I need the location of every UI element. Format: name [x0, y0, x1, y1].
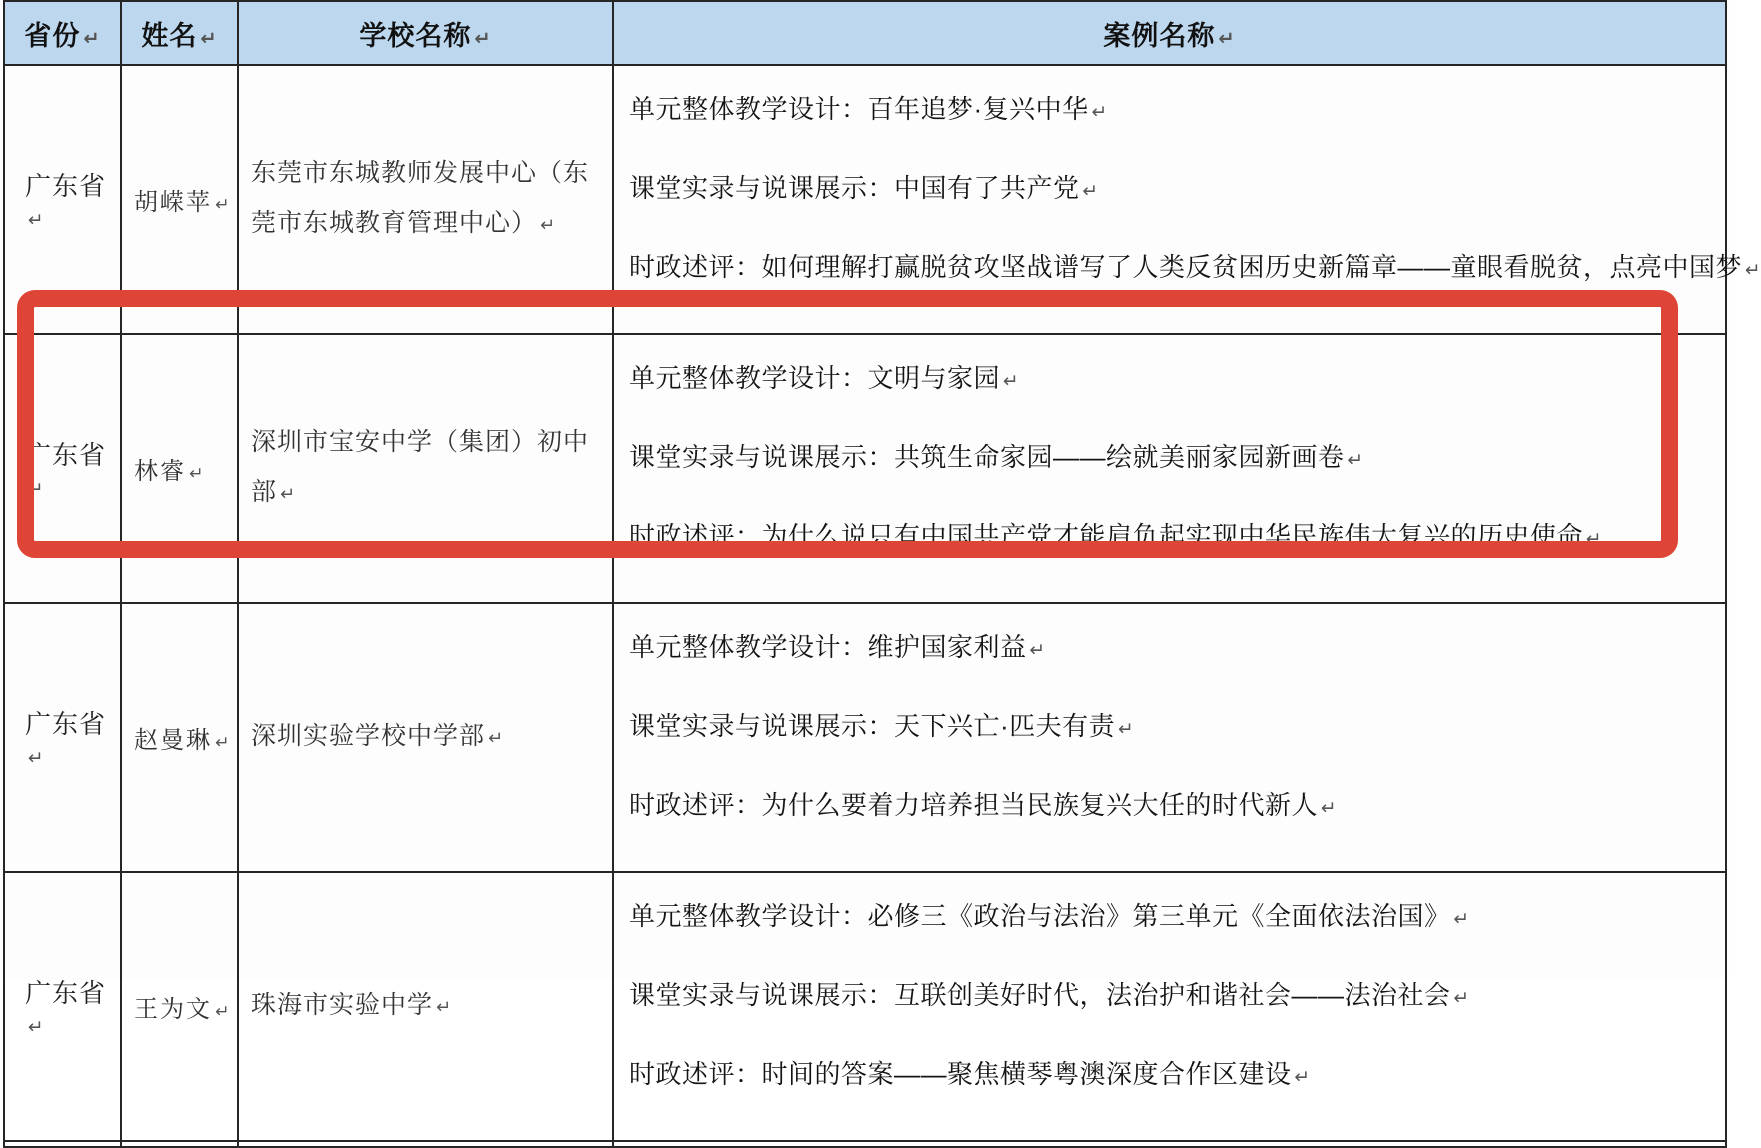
return-mark: ↵ [280, 483, 297, 505]
school-cell [238, 334, 613, 603]
name-cell [121, 603, 238, 872]
school-text: 珠海市实验中学 [251, 991, 434, 1019]
name-text: 林睿 [134, 459, 186, 485]
case-item [629, 903, 1725, 933]
case-text: 时政述评：时间的答案——聚焦横琴粤澳深度合作区建设 [629, 1059, 1292, 1089]
case-item [629, 634, 1725, 664]
case-item [629, 96, 1725, 126]
header-label: 学校名称 [359, 20, 472, 51]
empty-cell [613, 1141, 1726, 1147]
case-item [629, 252, 1761, 284]
case-item [629, 365, 1725, 395]
case-text: 时政述评：为什么要着力培养担当民族复兴大任的时代新人 [629, 790, 1319, 820]
table-row [4, 603, 1726, 872]
return-mark: ↵ [1118, 719, 1135, 740]
return-mark: ↵ [1453, 909, 1470, 930]
case-cell [613, 603, 1726, 872]
return-mark: ↵ [488, 727, 505, 749]
header-label: 案例名称 [1103, 20, 1216, 51]
return-mark: ↵ [215, 733, 232, 753]
table-header-row [4, 1, 1726, 65]
return-mark: ↵ [1091, 102, 1108, 123]
return-mark: ↵ [1745, 260, 1761, 281]
return-mark: ↵ [28, 748, 45, 769]
return-mark: ↵ [1029, 640, 1046, 661]
province-cell [4, 65, 121, 334]
case-item [629, 792, 1725, 822]
return-mark: ↵ [215, 195, 232, 215]
name-cell [121, 872, 238, 1141]
case-text: 单元整体教学设计：必修三《政治与法治》第三单元《全面依法治国》 [629, 901, 1451, 931]
empty-cell [121, 1141, 238, 1147]
case-cell [613, 65, 1761, 334]
col-header-name [121, 1, 238, 65]
return-mark: ↵ [189, 464, 206, 484]
case-text: 单元整体教学设计：维护国家利益 [629, 632, 1027, 662]
case-item [629, 175, 1725, 205]
col-header-province [4, 1, 121, 65]
awards-table [3, 0, 1761, 1148]
case-text: 课堂实录与说课展示：共筑生命家园——绘就美丽家园新画卷 [629, 442, 1345, 472]
header-label: 姓名 [141, 20, 198, 51]
case-item [629, 713, 1725, 743]
return-mark: ↵ [28, 479, 45, 500]
province-text: 广东省 [25, 441, 107, 470]
return-mark: ↵ [1453, 988, 1470, 1009]
case-item [629, 523, 1725, 553]
return-mark: ↵ [1003, 371, 1020, 392]
school-cell [238, 603, 613, 872]
return-mark: ↵ [436, 996, 453, 1018]
return-mark: ↵ [1586, 529, 1603, 550]
empty-cell [4, 1141, 121, 1147]
return-mark: ↵ [1321, 798, 1338, 819]
return-mark: ↵ [28, 1017, 45, 1038]
return-mark: ↵ [200, 26, 218, 50]
school-text: 东莞市东城教师发展中心（东莞市东城教育管理中心） [251, 159, 590, 237]
return-mark: ↵ [28, 210, 45, 231]
name-cell [121, 334, 238, 603]
case-item [629, 444, 1725, 474]
case-cell [613, 334, 1726, 603]
province-text: 广东省 [25, 710, 107, 739]
case-text: 单元整体教学设计：百年追梦·复兴中华 [629, 94, 1089, 124]
case-item [629, 1061, 1725, 1091]
empty-cell [238, 1141, 613, 1147]
table-row [4, 65, 1726, 334]
province-cell [4, 334, 121, 603]
school-text: 深圳市宝安中学（集团）初中部 [251, 428, 590, 506]
return-mark: ↵ [83, 26, 101, 50]
table-row-highlighted [4, 334, 1726, 603]
school-cell [238, 65, 613, 334]
province-cell [4, 872, 121, 1141]
case-item [629, 982, 1725, 1012]
case-text: 时政述评：为什么说只有中国共产党才能肩负起实现中华民族伟大复兴的历史使命 [629, 521, 1584, 551]
case-text: 课堂实录与说课展示：中国有了共产党 [629, 173, 1080, 203]
case-text: 时政述评：如何理解打赢脱贫攻坚战谱写了人类反贫困历史新篇章——童眼看脱贫，点亮中国梦 [629, 252, 1743, 282]
return-mark: ↵ [1294, 1067, 1311, 1088]
case-text: 单元整体教学设计：文明与家园 [629, 363, 1001, 393]
header-label: 省份 [24, 20, 81, 51]
col-header-school [238, 1, 613, 65]
school-cell [238, 872, 613, 1141]
return-mark: ↵ [474, 26, 492, 50]
return-mark: ↵ [540, 214, 557, 236]
name-cell [121, 65, 238, 334]
partial-next-row [4, 1141, 1726, 1147]
school-text: 深圳实验学校中学部 [251, 722, 486, 750]
return-mark: ↵ [1218, 26, 1236, 50]
province-text: 广东省 [25, 979, 107, 1008]
name-text: 王为文 [134, 997, 212, 1023]
name-text: 赵曼琳 [134, 728, 212, 754]
return-mark: ↵ [1082, 181, 1099, 202]
col-header-case [613, 1, 1726, 65]
name-text: 胡嵘苹 [134, 190, 212, 216]
return-mark: ↵ [215, 1002, 232, 1022]
case-text: 课堂实录与说课展示：天下兴亡·匹夫有责 [629, 711, 1116, 741]
table-row [4, 872, 1726, 1141]
province-text: 广东省 [25, 172, 107, 201]
case-cell [613, 872, 1726, 1141]
case-text: 课堂实录与说课展示：互联创美好时代，法治护和谐社会——法治社会 [629, 980, 1451, 1010]
province-cell [4, 603, 121, 872]
return-mark: ↵ [1347, 450, 1364, 471]
